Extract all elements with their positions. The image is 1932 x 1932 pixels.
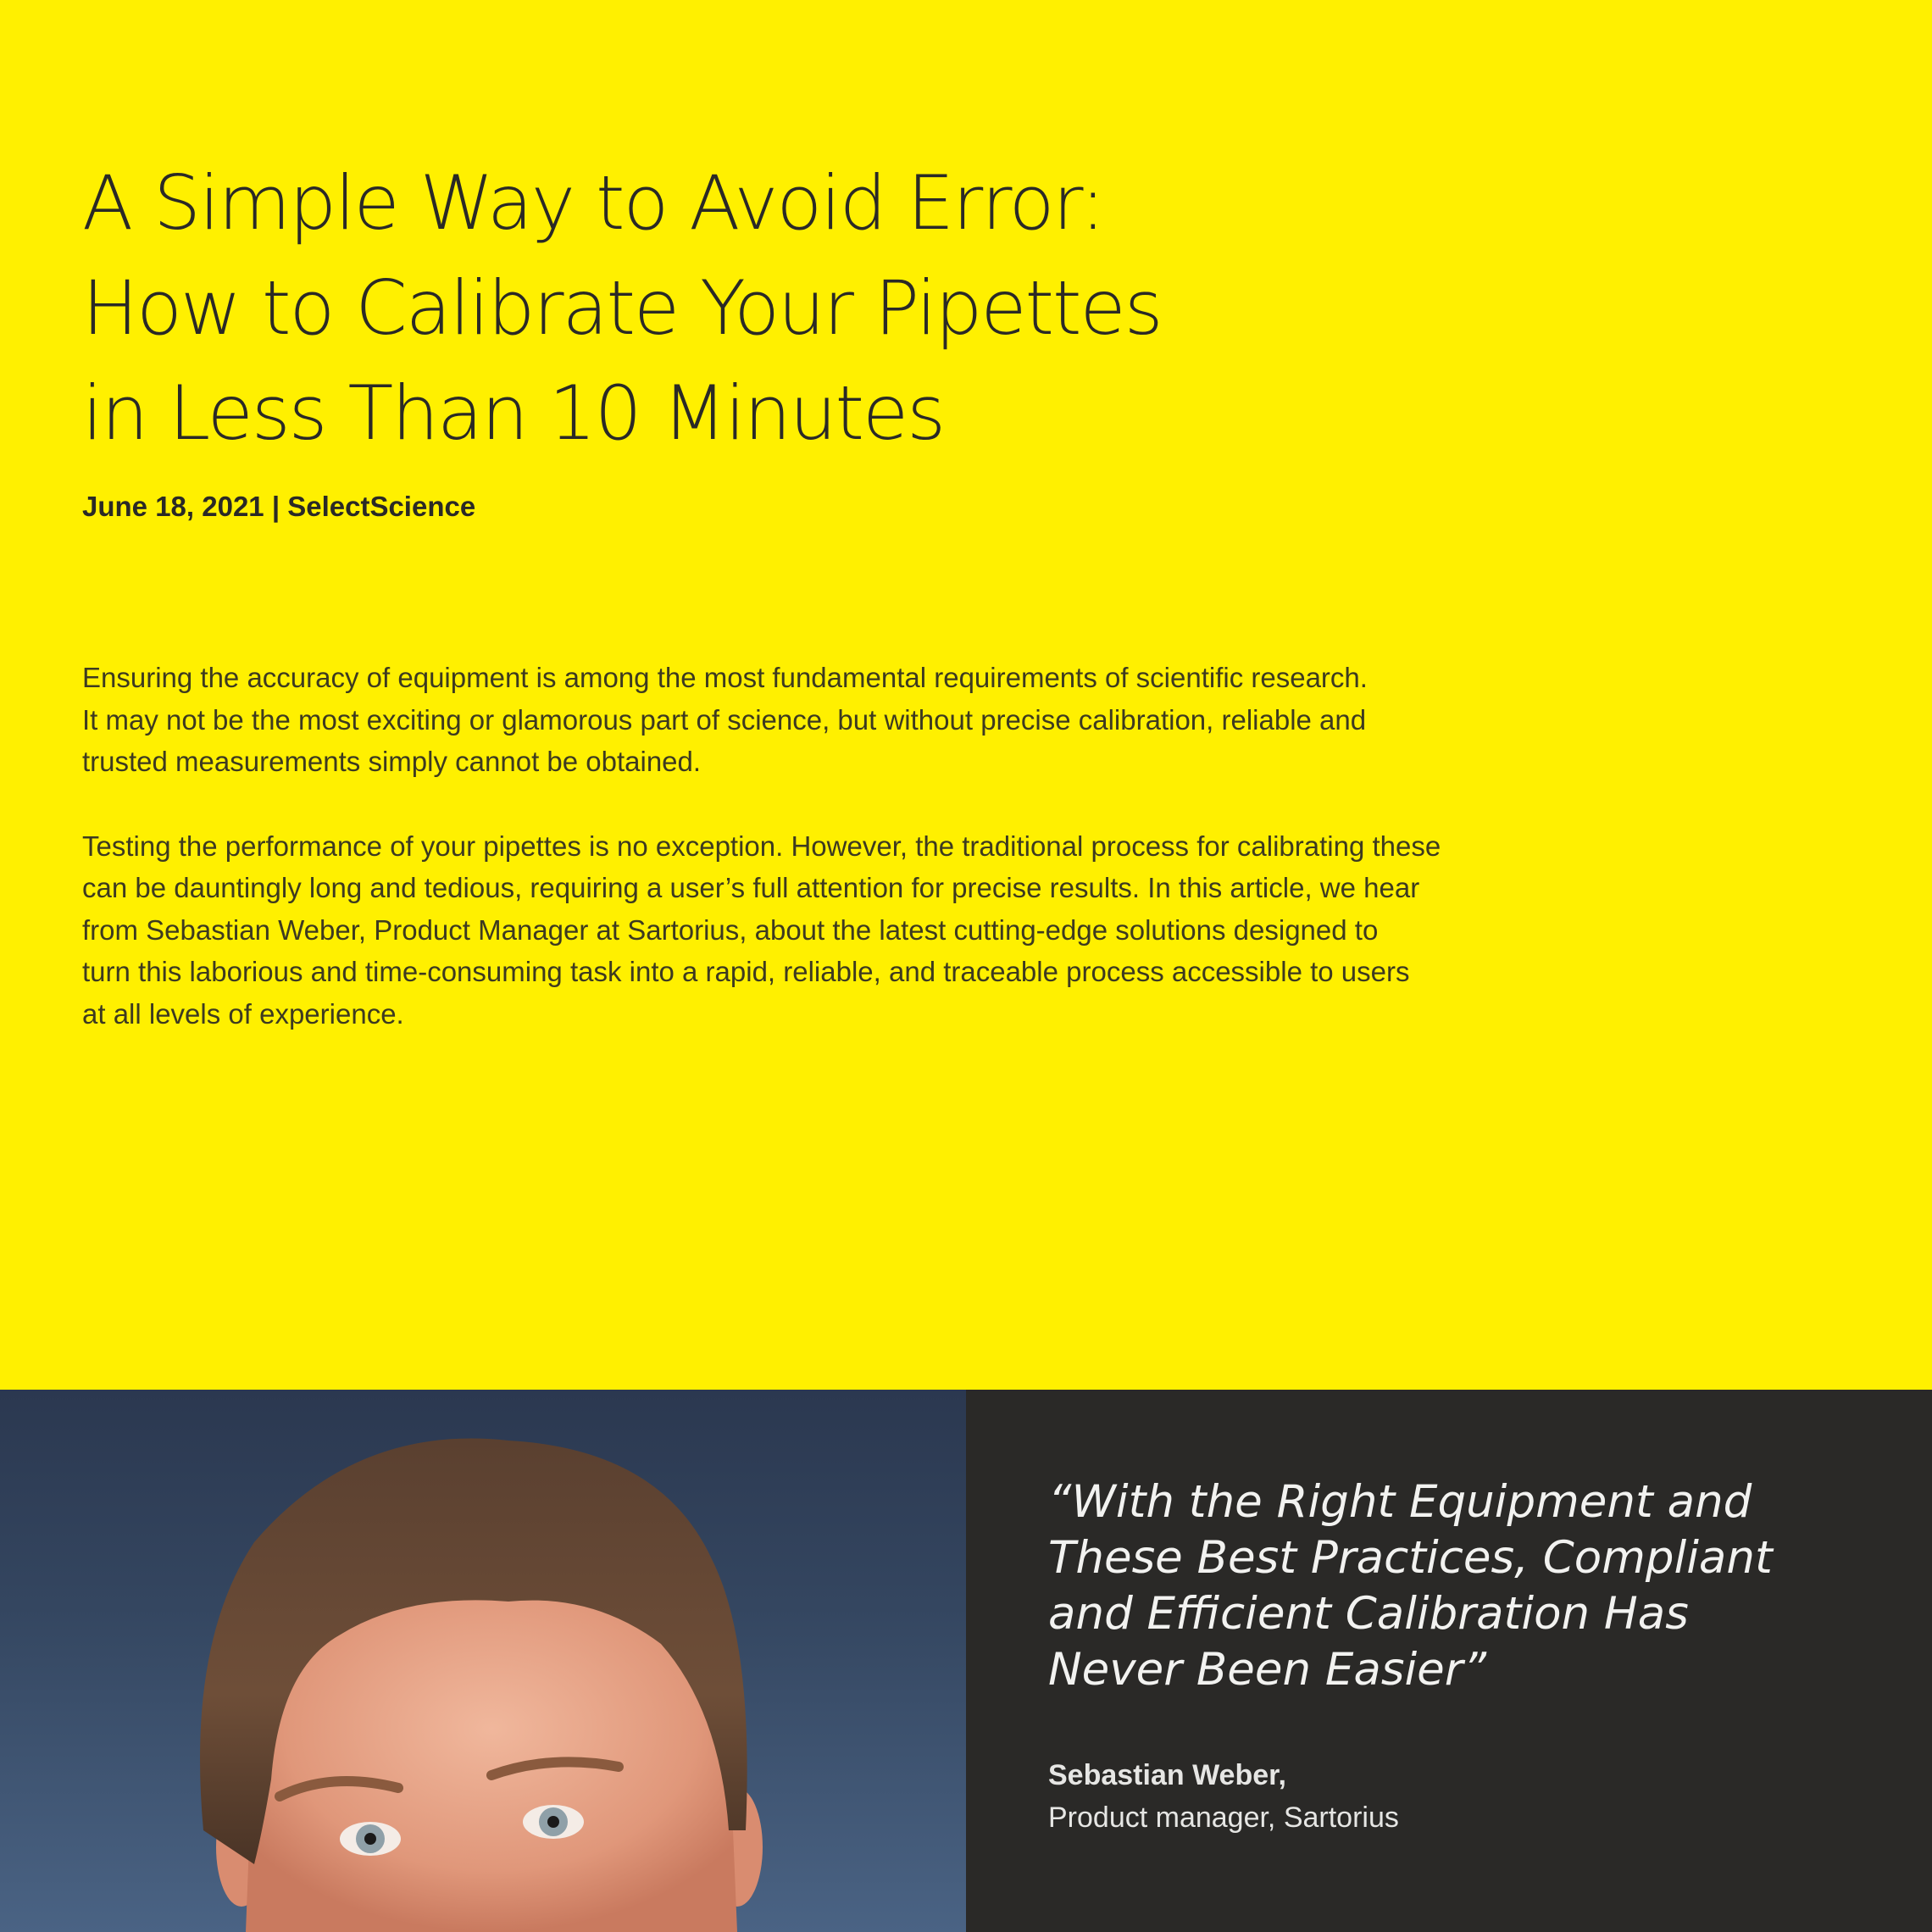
attribution-role: Product manager, Sartorius: [1048, 1802, 1399, 1834]
article-intro: [82, 657, 1692, 1077]
quote-attribution: [1048, 1754, 1399, 1839]
article-title-line: in Less Than 10 Minutes: [82, 369, 945, 457]
intro-line: turn this laborious and time-consuming task into a rapid, reliable, and traceable process accessible to users: [82, 956, 1410, 987]
pull-quote-line: Never Been Easier”: [1048, 1644, 1487, 1696]
intro-line: It may not be the most exciting or glamorous part of science, but without precise calibration, reliable and: [82, 703, 1367, 736]
intro-line: Ensuring the accuracy of equipment is among the most fundamental requirements of scientific research.: [82, 662, 1368, 693]
intro-line: from Sebastian Weber, Product Manager at Sartorius, about the latest cutting-edge solutions designed to: [82, 913, 1379, 946]
article-title-line: How to Calibrate Your Pipettes: [82, 264, 1162, 352]
quote-section: [0, 1390, 1932, 1932]
pull-quote: [1048, 1474, 1862, 1698]
portrait-illustration: [0, 1390, 966, 1932]
intro-line: trusted measurements simply cannot be obtained.: [82, 746, 702, 777]
pull-quote-line: These Best Practices, Compliant: [1048, 1532, 1773, 1584]
pull-quote-line: and Efficient Calibration Has: [1048, 1588, 1689, 1640]
intro-paragraph-2: [82, 825, 1692, 1035]
article-byline: June 18, 2021 | SelectScience: [82, 491, 476, 522]
intro-line: can be dauntingly long and tedious, requiring a user’s full attention for precise results. In this article, we hear: [82, 872, 1420, 903]
article-title-line: A Simple Way to Avoid Error:: [82, 159, 1104, 247]
pull-quote-line: “With the Right Equipment and: [1048, 1476, 1752, 1528]
intro-line: Testing the performance of your pipettes is no exception. However, the traditional process for calibrating these: [82, 830, 1441, 862]
attribution-name: Sebastian Weber,: [1048, 1759, 1286, 1791]
intro-line: at all levels of experience.: [82, 997, 404, 1030]
article-title: [82, 151, 1353, 466]
intro-paragraph-1: [82, 657, 1692, 783]
portrait-photo: [0, 1390, 966, 1932]
quote-panel: [966, 1390, 1932, 1932]
